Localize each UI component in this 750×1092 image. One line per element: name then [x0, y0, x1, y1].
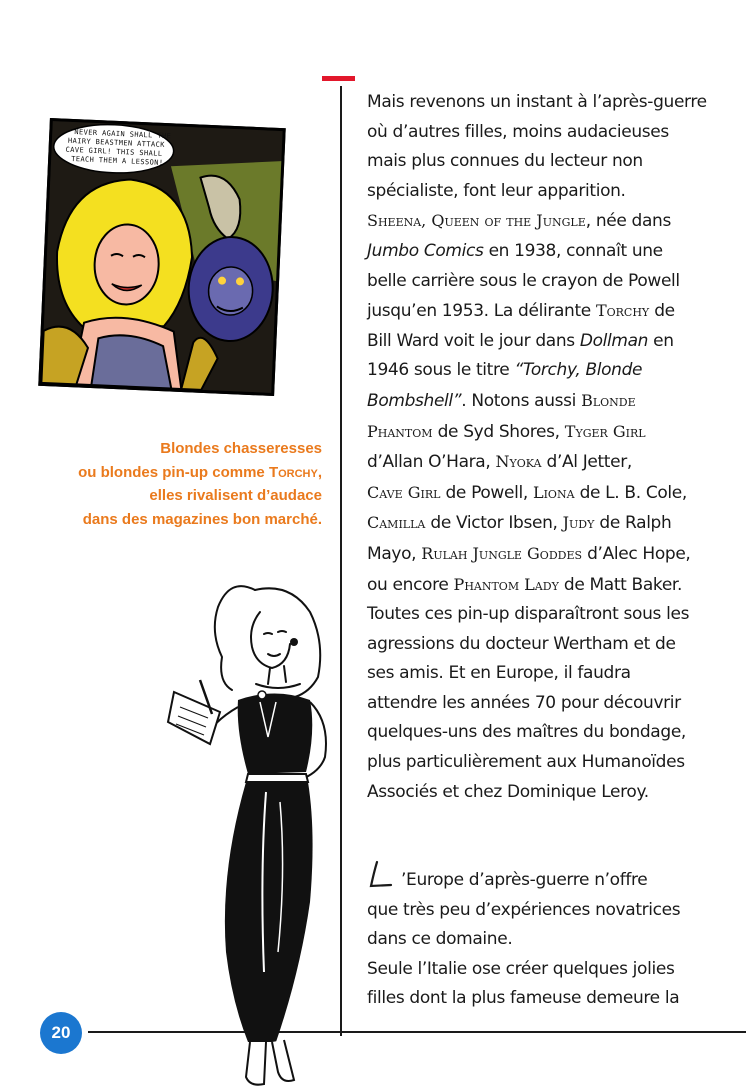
character-name: Phantom Lady [453, 574, 559, 594]
comic-balloon-line: CAVE GIRL! THIS SHALL [65, 145, 163, 158]
accent-bar [322, 76, 355, 81]
series-title: “Torchy, Blonde [514, 360, 643, 381]
character-name: Nyoka [495, 452, 542, 472]
magazine-title: Jumbo Comics [367, 240, 484, 261]
page-number-badge: 20 [40, 1012, 82, 1054]
comic-balloon-line: TEACH THEM A LESSON! [71, 154, 164, 167]
second-paragraph: ’Europe d’après-guerre n’offre que très peu d’expériences novatrices dans ce domaine. Seule l’Italie ose créer quelques jolies filles dont la plus fameuse demeure la [367, 870, 681, 1009]
character-name: Torchy [268, 463, 318, 481]
character-name: Cave Girl [367, 482, 441, 502]
character-name: Judy [562, 513, 595, 533]
comic-balloon-line: NEVER AGAIN SHALL THE [74, 128, 172, 141]
image-caption [42, 437, 322, 531]
column-rule [340, 86, 342, 1036]
series-title: Bombshell” [367, 390, 462, 411]
caption-line: Blondes chasseresses [160, 440, 322, 457]
caption-line: dans des magazines bon marché. [82, 510, 322, 528]
character-name: Torchy [595, 301, 650, 321]
character-name: Blonde [581, 390, 636, 410]
character-name: Sheena, Queen of the Jungle [367, 211, 586, 231]
pinup-illustration [160, 572, 340, 1092]
comic-panel-art [41, 121, 282, 393]
character-name: Camilla [367, 513, 426, 533]
character-name: Tyger Girl [564, 421, 646, 441]
magazine-title: Dollman [579, 330, 649, 351]
body-paragraph: Mais revenons un instant à l’après-guerre où d’autres filles, moins audacieuses mais plus connues du lecteur non spécialiste, font leur apparition. Sheena, Queen of the Jungle, née dans Jumbo Comics en 1938, connaît une belle carrière sous le crayon de Powell jusqu’en 1953. La délirante Torchy de Bill Ward voit le jour dans Dollman en 1946 sous le titre “Torchy, Blonde Bombshell”. Notons aussi Blonde Phantom de Syd Shores, Tyger Girl d’Allan O’Hara, Nyoka d’Al Jetter, Cave Girl de Powell, Liona de L. B. Cole, Camilla de Victor Ibsen, Judy de Ralph Mayo, Rulah Jungle Goddes d’Alec Hope, ou encore Phantom Lady de Matt Baker. Toutes ces pin-up disparaîtront sous les agressions du docteur Wertham et de ses amis. Et en Europe, il faudra attendre les années 70 pour découvrir quelques-uns des maîtres du bondage, plus particulièrement aux Humanoïdes Associés et chez Dominique Leroy. [367, 92, 707, 802]
caption-line: elles rivalisent d’audace [149, 487, 322, 504]
character-name: Rulah Jungle Goddes [421, 543, 583, 563]
comic-panel-image [38, 118, 285, 396]
character-name: Liona [532, 482, 575, 502]
caption-line: ou blondes pin-up comme Torchy, [78, 463, 322, 481]
comic-balloon-line: HAIRY BEASTMEN ATTACK [67, 136, 165, 150]
character-name: Phantom [367, 421, 433, 441]
